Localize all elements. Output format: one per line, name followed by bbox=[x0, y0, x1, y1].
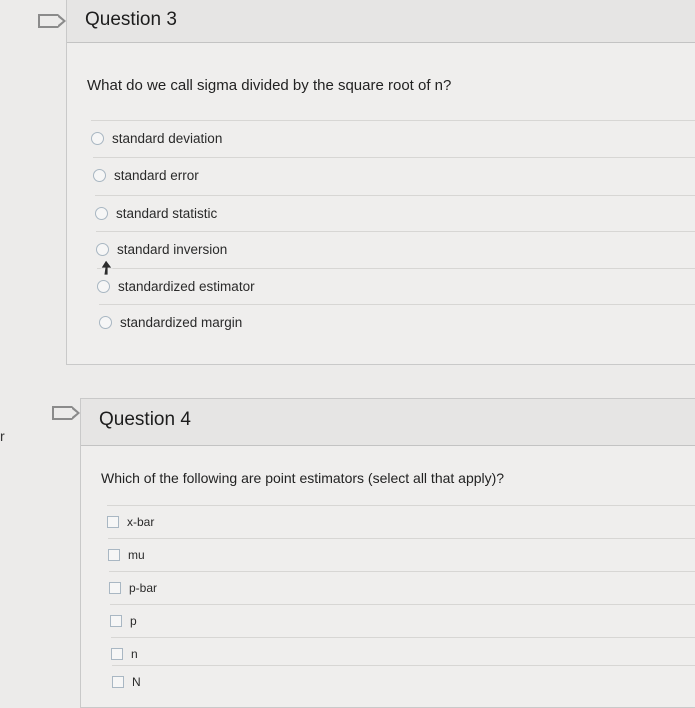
checkbox[interactable] bbox=[110, 615, 122, 627]
option-label: standardized estimator bbox=[118, 279, 255, 294]
radio-button[interactable] bbox=[91, 132, 104, 145]
option-label: standard deviation bbox=[112, 131, 223, 146]
option-standard-statistic[interactable] bbox=[95, 195, 695, 231]
radio-button[interactable] bbox=[93, 169, 106, 182]
option-p-bar[interactable] bbox=[109, 571, 695, 604]
question-4-title: Question 4 bbox=[99, 409, 191, 430]
flag-icon[interactable] bbox=[52, 406, 72, 420]
edge-mark: r bbox=[0, 428, 5, 444]
option-label: standard inversion bbox=[117, 242, 228, 257]
option-standard-deviation[interactable] bbox=[91, 120, 695, 156]
option-standardized-estimator[interactable] bbox=[97, 268, 695, 304]
question-3-card bbox=[66, 0, 695, 365]
checkbox[interactable] bbox=[112, 676, 124, 688]
option-p[interactable] bbox=[110, 604, 695, 637]
question-3-title: Question 3 bbox=[85, 9, 177, 30]
flag-icon[interactable] bbox=[38, 14, 58, 28]
radio-button[interactable] bbox=[96, 243, 109, 256]
option-label: p-bar bbox=[129, 581, 158, 595]
option-standard-inversion[interactable] bbox=[96, 231, 695, 267]
option-label: standard error bbox=[114, 168, 199, 183]
checkbox[interactable] bbox=[111, 648, 123, 660]
option-label: n bbox=[131, 647, 138, 661]
option-standard-error[interactable] bbox=[93, 157, 695, 193]
checkbox[interactable] bbox=[107, 516, 119, 528]
mouse-cursor-icon bbox=[100, 259, 114, 277]
option-mu[interactable] bbox=[108, 538, 695, 571]
option-x-bar[interactable] bbox=[107, 505, 695, 538]
question-3-prompt: What do we call sigma divided by the square root of n? bbox=[87, 77, 452, 94]
option-label: mu bbox=[128, 548, 145, 562]
option-N[interactable] bbox=[112, 665, 695, 698]
option-standardized-margin[interactable] bbox=[99, 304, 695, 340]
option-label: standard statistic bbox=[116, 206, 218, 221]
question-4-prompt: Which of the following are point estimators (select all that apply)? bbox=[101, 470, 505, 486]
radio-button[interactable] bbox=[97, 280, 110, 293]
radio-button[interactable] bbox=[95, 207, 108, 220]
checkbox[interactable] bbox=[108, 549, 120, 561]
option-label: N bbox=[132, 675, 141, 689]
question-4-card bbox=[80, 398, 695, 708]
radio-button[interactable] bbox=[99, 316, 112, 329]
option-label: p bbox=[130, 614, 137, 628]
option-label: standardized margin bbox=[120, 315, 243, 330]
option-label: x-bar bbox=[127, 515, 155, 529]
checkbox[interactable] bbox=[109, 582, 121, 594]
